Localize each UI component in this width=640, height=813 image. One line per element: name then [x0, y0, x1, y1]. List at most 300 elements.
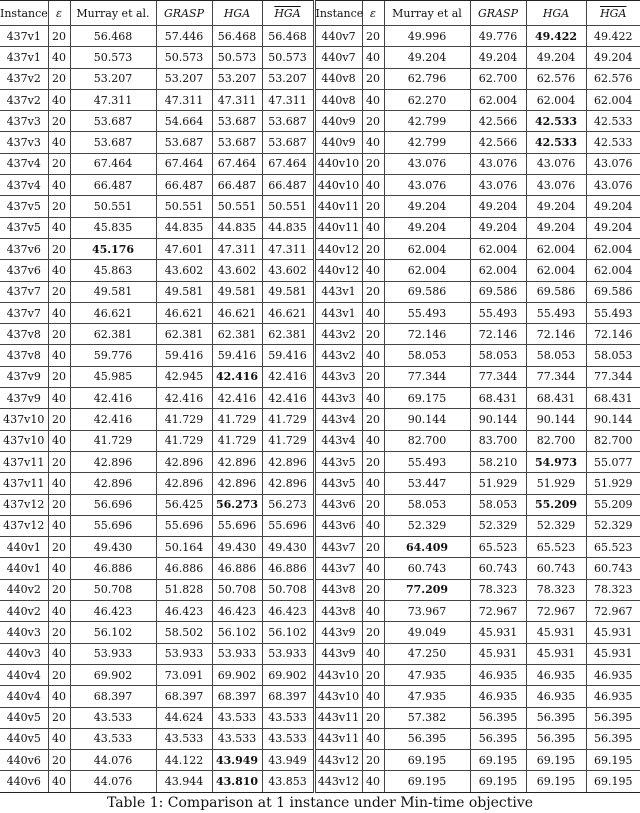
left-cell-grasp: 68.397: [156, 686, 212, 707]
right-cell-murray: 77.209: [384, 579, 470, 600]
left-cell-instance: 437v6: [0, 238, 48, 259]
left-cell-hga-bar: 43.602: [262, 260, 314, 281]
table-row: [0, 664, 640, 685]
right-cell-hga-bar: 62.576: [586, 68, 640, 89]
right-cell-hga-bar: 55.077: [586, 451, 640, 472]
right-cell-epsilon: 40: [362, 217, 384, 238]
right-cell-murray: 62.270: [384, 89, 470, 110]
right-cell-instance: 440v12: [314, 260, 362, 281]
left-cell-epsilon: 20: [48, 579, 70, 600]
left-cell-hga: 53.687: [212, 111, 262, 132]
right-cell-grasp: 62.004: [470, 260, 526, 281]
col-header-epsilon: ε: [48, 1, 70, 26]
left-cell-instance: 437v7: [0, 281, 48, 302]
right-cell-grasp: 45.931: [470, 622, 526, 643]
right-cell-instance: 443v9: [314, 643, 362, 664]
left-cell-grasp: 49.581: [156, 281, 212, 302]
table-row: [0, 771, 640, 792]
right-cell-epsilon: 40: [362, 430, 384, 451]
right-cell-murray: 55.493: [384, 302, 470, 323]
right-cell-epsilon: 40: [362, 175, 384, 196]
left-cell-hga-bar: 47.311: [262, 238, 314, 259]
left-cell-instance: 437v11: [0, 473, 48, 494]
right-cell-murray: 49.204: [384, 47, 470, 68]
left-cell-grasp: 46.423: [156, 601, 212, 622]
right-cell-instance: 440v8: [314, 89, 362, 110]
left-cell-instance: 437v7: [0, 302, 48, 323]
col-header-murray-right: Murray et al: [384, 1, 470, 26]
right-cell-murray: 62.004: [384, 260, 470, 281]
right-cell-murray: 47.935: [384, 686, 470, 707]
left-cell-epsilon: 40: [48, 89, 70, 110]
left-cell-instance: 437v1: [0, 26, 48, 47]
left-cell-instance: 437v10: [0, 430, 48, 451]
left-cell-epsilon: 40: [48, 217, 70, 238]
left-cell-hga-bar: 67.464: [262, 153, 314, 174]
col-header-grasp-right: GRASP: [470, 1, 526, 26]
right-cell-epsilon: 20: [362, 622, 384, 643]
right-cell-hga: 43.076: [526, 153, 586, 174]
right-cell-hga: 65.523: [526, 537, 586, 558]
table-row: [0, 47, 640, 68]
right-cell-grasp: 58.053: [470, 494, 526, 515]
right-cell-instance: 440v10: [314, 153, 362, 174]
right-cell-hga-bar: 45.931: [586, 643, 640, 664]
left-cell-murray: 49.430: [70, 537, 156, 558]
left-cell-hga-bar: 43.853: [262, 771, 314, 792]
left-cell-grasp: 44.624: [156, 707, 212, 728]
left-cell-hga: 50.573: [212, 47, 262, 68]
left-cell-hga: 62.381: [212, 324, 262, 345]
col-header-hga-bar: $\overline{HGA}$: [262, 1, 314, 26]
right-cell-grasp: 69.586: [470, 281, 526, 302]
left-cell-epsilon: 20: [48, 409, 70, 430]
right-cell-hga: 42.533: [526, 132, 586, 153]
left-cell-hga-bar: 49.430: [262, 537, 314, 558]
left-cell-grasp: 62.381: [156, 324, 212, 345]
right-cell-epsilon: 20: [362, 324, 384, 345]
right-cell-grasp: 72.146: [470, 324, 526, 345]
right-cell-hga: 46.935: [526, 686, 586, 707]
right-cell-epsilon: 40: [362, 643, 384, 664]
right-cell-instance: 440v7: [314, 26, 362, 47]
right-cell-murray: 53.447: [384, 473, 470, 494]
right-cell-instance: 440v11: [314, 217, 362, 238]
right-cell-hga-bar: 69.195: [586, 750, 640, 771]
table-row: [0, 750, 640, 771]
left-cell-instance: 440v4: [0, 686, 48, 707]
right-cell-murray: 58.053: [384, 345, 470, 366]
left-cell-hga-bar: 42.896: [262, 451, 314, 472]
left-cell-hga-bar: 43.533: [262, 707, 314, 728]
left-cell-murray: 44.076: [70, 750, 156, 771]
left-cell-grasp: 55.696: [156, 515, 212, 536]
right-cell-hga: 49.204: [526, 47, 586, 68]
table-row: [0, 430, 640, 451]
left-cell-instance: 440v2: [0, 601, 48, 622]
left-cell-hga-bar: 53.687: [262, 132, 314, 153]
right-cell-hga: 55.493: [526, 302, 586, 323]
right-cell-instance: 440v9: [314, 132, 362, 153]
right-cell-murray: 42.799: [384, 132, 470, 153]
right-cell-instance: 443v10: [314, 686, 362, 707]
left-cell-grasp: 59.416: [156, 345, 212, 366]
left-cell-hga-bar: 49.581: [262, 281, 314, 302]
right-cell-hga-bar: 62.004: [586, 238, 640, 259]
right-cell-hga-bar: 42.533: [586, 132, 640, 153]
table-row: [0, 707, 640, 728]
left-cell-epsilon: 40: [48, 558, 70, 579]
right-cell-instance: 443v6: [314, 515, 362, 536]
right-cell-instance: 443v11: [314, 728, 362, 749]
right-cell-hga: 60.743: [526, 558, 586, 579]
right-cell-hga: 62.004: [526, 238, 586, 259]
left-cell-epsilon: 40: [48, 388, 70, 409]
left-cell-grasp: 47.311: [156, 89, 212, 110]
right-cell-instance: 443v11: [314, 707, 362, 728]
left-cell-hga-bar: 41.729: [262, 409, 314, 430]
right-cell-hga: 62.004: [526, 260, 586, 281]
right-cell-epsilon: 20: [362, 707, 384, 728]
left-cell-hga-bar: 55.696: [262, 515, 314, 536]
left-cell-hga: 68.397: [212, 686, 262, 707]
right-cell-instance: 440v7: [314, 47, 362, 68]
left-cell-grasp: 44.122: [156, 750, 212, 771]
left-cell-grasp: 56.425: [156, 494, 212, 515]
right-cell-hga-bar: 46.935: [586, 686, 640, 707]
right-cell-hga: 45.931: [526, 622, 586, 643]
right-cell-hga-bar: 82.700: [586, 430, 640, 451]
left-cell-instance: 440v1: [0, 558, 48, 579]
left-cell-hga-bar: 56.102: [262, 622, 314, 643]
right-cell-grasp: 46.935: [470, 686, 526, 707]
left-cell-murray: 46.886: [70, 558, 156, 579]
left-cell-instance: 437v1: [0, 47, 48, 68]
left-cell-instance: 440v3: [0, 643, 48, 664]
left-cell-hga: 49.430: [212, 537, 262, 558]
left-cell-hga: 43.533: [212, 707, 262, 728]
right-cell-murray: 49.049: [384, 622, 470, 643]
right-cell-grasp: 78.323: [470, 579, 526, 600]
right-cell-hga-bar: 56.395: [586, 728, 640, 749]
left-cell-grasp: 53.207: [156, 68, 212, 89]
left-cell-instance: 437v8: [0, 324, 48, 345]
left-cell-murray: 62.381: [70, 324, 156, 345]
right-cell-epsilon: 40: [362, 473, 384, 494]
left-cell-epsilon: 20: [48, 750, 70, 771]
left-cell-grasp: 43.533: [156, 728, 212, 749]
left-cell-grasp: 42.896: [156, 473, 212, 494]
right-cell-epsilon: 20: [362, 494, 384, 515]
right-cell-instance: 440v10: [314, 175, 362, 196]
left-cell-hga-bar: 56.468: [262, 26, 314, 47]
right-cell-hga: 46.935: [526, 664, 586, 685]
left-cell-hga-bar: 46.621: [262, 302, 314, 323]
left-cell-instance: 440v6: [0, 750, 48, 771]
right-cell-epsilon: 40: [362, 47, 384, 68]
right-cell-hga: 55.209: [526, 494, 586, 515]
left-cell-hga-bar: 42.416: [262, 366, 314, 387]
left-cell-grasp: 66.487: [156, 175, 212, 196]
left-cell-hga: 47.311: [212, 238, 262, 259]
right-cell-hga: 58.053: [526, 345, 586, 366]
left-cell-instance: 437v12: [0, 515, 48, 536]
right-cell-epsilon: 20: [362, 111, 384, 132]
table-body: [0, 26, 640, 793]
left-cell-instance: 437v6: [0, 260, 48, 281]
left-cell-epsilon: 20: [48, 281, 70, 302]
right-cell-hga-bar: 49.204: [586, 196, 640, 217]
right-cell-instance: 443v12: [314, 750, 362, 771]
right-cell-instance: 443v8: [314, 579, 362, 600]
right-cell-murray: 69.195: [384, 771, 470, 792]
left-cell-grasp: 51.828: [156, 579, 212, 600]
right-cell-epsilon: 20: [362, 409, 384, 430]
right-cell-epsilon: 40: [362, 345, 384, 366]
left-cell-epsilon: 40: [48, 473, 70, 494]
left-cell-instance: 440v5: [0, 728, 48, 749]
right-cell-epsilon: 40: [362, 89, 384, 110]
right-cell-murray: 64.409: [384, 537, 470, 558]
left-cell-epsilon: 20: [48, 664, 70, 685]
right-cell-hga-bar: 52.329: [586, 515, 640, 536]
left-cell-hga-bar: 69.902: [262, 664, 314, 685]
left-cell-grasp: 43.602: [156, 260, 212, 281]
left-cell-murray: 56.102: [70, 622, 156, 643]
right-cell-murray: 56.395: [384, 728, 470, 749]
right-cell-hga: 54.973: [526, 451, 586, 472]
right-cell-grasp: 72.967: [470, 601, 526, 622]
table-row: [0, 132, 640, 153]
right-cell-hga: 72.967: [526, 601, 586, 622]
left-cell-hga: 42.896: [212, 451, 262, 472]
right-cell-instance: 443v2: [314, 345, 362, 366]
left-cell-grasp: 44.835: [156, 217, 212, 238]
left-cell-hga-bar: 59.416: [262, 345, 314, 366]
right-cell-grasp: 55.493: [470, 302, 526, 323]
left-cell-instance: 437v5: [0, 217, 48, 238]
left-cell-murray: 41.729: [70, 430, 156, 451]
left-cell-grasp: 41.729: [156, 409, 212, 430]
right-cell-murray: 47.250: [384, 643, 470, 664]
table-row: [0, 473, 640, 494]
right-cell-hga: 72.146: [526, 324, 586, 345]
table-row: [0, 601, 640, 622]
right-cell-hga: 82.700: [526, 430, 586, 451]
right-cell-instance: 443v5: [314, 451, 362, 472]
right-cell-hga-bar: 42.533: [586, 111, 640, 132]
right-cell-murray: 77.344: [384, 366, 470, 387]
left-cell-epsilon: 40: [48, 771, 70, 792]
right-cell-instance: 443v8: [314, 601, 362, 622]
table-row: [0, 175, 640, 196]
left-cell-epsilon: 20: [48, 366, 70, 387]
right-cell-epsilon: 40: [362, 515, 384, 536]
left-cell-hga-bar: 68.397: [262, 686, 314, 707]
left-cell-hga-bar: 46.886: [262, 558, 314, 579]
right-cell-hga: 49.422: [526, 26, 586, 47]
left-cell-hga: 46.886: [212, 558, 262, 579]
right-cell-hga: 62.576: [526, 68, 586, 89]
table-row: [0, 686, 640, 707]
right-cell-hga-bar: 46.935: [586, 664, 640, 685]
left-cell-murray: 53.687: [70, 111, 156, 132]
right-cell-hga-bar: 43.076: [586, 175, 640, 196]
left-cell-epsilon: 40: [48, 643, 70, 664]
left-cell-instance: 440v6: [0, 771, 48, 792]
table-row: [0, 409, 640, 430]
right-cell-grasp: 69.195: [470, 771, 526, 792]
col-header-hga-bar-right: $\overline{HGA}$: [586, 1, 640, 26]
left-cell-hga: 43.602: [212, 260, 262, 281]
right-cell-instance: 443v10: [314, 664, 362, 685]
left-cell-epsilon: 40: [48, 430, 70, 451]
left-cell-murray: 42.896: [70, 451, 156, 472]
right-cell-hga-bar: 62.004: [586, 260, 640, 281]
right-cell-hga-bar: 77.344: [586, 366, 640, 387]
col-header-grasp: GRASP: [156, 1, 212, 26]
left-cell-grasp: 42.945: [156, 366, 212, 387]
table-row: [0, 260, 640, 281]
left-cell-hga: 46.423: [212, 601, 262, 622]
table-row: [0, 558, 640, 579]
right-cell-epsilon: 20: [362, 451, 384, 472]
right-cell-hga: 77.344: [526, 366, 586, 387]
right-cell-hga: 68.431: [526, 388, 586, 409]
left-cell-murray: 42.896: [70, 473, 156, 494]
left-cell-murray: 42.416: [70, 409, 156, 430]
table-row: [0, 728, 640, 749]
right-cell-epsilon: 20: [362, 281, 384, 302]
table-row: [0, 238, 640, 259]
left-cell-epsilon: 20: [48, 324, 70, 345]
left-cell-hga-bar: 42.416: [262, 388, 314, 409]
right-cell-epsilon: 40: [362, 771, 384, 792]
left-cell-murray: 45.176: [70, 238, 156, 259]
table-row: [0, 217, 640, 238]
right-cell-epsilon: 20: [362, 579, 384, 600]
right-cell-hga: 49.204: [526, 217, 586, 238]
left-cell-murray: 43.533: [70, 728, 156, 749]
left-cell-instance: 437v2: [0, 68, 48, 89]
left-cell-murray: 56.468: [70, 26, 156, 47]
right-cell-murray: 62.004: [384, 238, 470, 259]
left-cell-grasp: 42.416: [156, 388, 212, 409]
right-cell-grasp: 58.210: [470, 451, 526, 472]
left-cell-grasp: 54.664: [156, 111, 212, 132]
col-header-epsilon-right: ε: [362, 1, 384, 26]
left-cell-instance: 440v3: [0, 622, 48, 643]
table-row: [0, 26, 640, 47]
right-cell-grasp: 42.566: [470, 111, 526, 132]
right-cell-murray: 69.195: [384, 750, 470, 771]
right-cell-instance: 440v8: [314, 68, 362, 89]
right-cell-grasp: 45.931: [470, 643, 526, 664]
right-cell-hga-bar: 55.493: [586, 302, 640, 323]
left-cell-hga: 41.729: [212, 430, 262, 451]
right-cell-grasp: 69.195: [470, 750, 526, 771]
left-cell-murray: 59.776: [70, 345, 156, 366]
table-row: [0, 111, 640, 132]
right-cell-hga-bar: 68.431: [586, 388, 640, 409]
left-cell-murray: 68.397: [70, 686, 156, 707]
left-cell-murray: 66.487: [70, 175, 156, 196]
right-cell-instance: 443v4: [314, 409, 362, 430]
left-cell-hga-bar: 42.896: [262, 473, 314, 494]
left-cell-hga: 56.102: [212, 622, 262, 643]
left-cell-hga: 59.416: [212, 345, 262, 366]
right-cell-instance: 443v12: [314, 771, 362, 792]
right-cell-hga: 52.329: [526, 515, 586, 536]
right-cell-epsilon: 40: [362, 601, 384, 622]
right-cell-grasp: 62.004: [470, 238, 526, 259]
left-cell-murray: 46.423: [70, 601, 156, 622]
right-cell-hga: 69.195: [526, 750, 586, 771]
right-cell-hga-bar: 58.053: [586, 345, 640, 366]
table-row: [0, 494, 640, 515]
left-cell-murray: 42.416: [70, 388, 156, 409]
left-cell-hga-bar: 66.487: [262, 175, 314, 196]
right-cell-hga: 56.395: [526, 707, 586, 728]
left-cell-murray: 50.573: [70, 47, 156, 68]
left-cell-hga: 53.933: [212, 643, 262, 664]
left-cell-hga: 42.896: [212, 473, 262, 494]
table-row: [0, 345, 640, 366]
right-cell-grasp: 77.344: [470, 366, 526, 387]
right-cell-epsilon: 40: [362, 686, 384, 707]
right-cell-instance: 443v7: [314, 537, 362, 558]
left-cell-hga-bar: 53.687: [262, 111, 314, 132]
left-cell-epsilon: 20: [48, 68, 70, 89]
table-row: [0, 153, 640, 174]
left-cell-epsilon: 20: [48, 451, 70, 472]
left-cell-grasp: 57.446: [156, 26, 212, 47]
left-cell-grasp: 53.687: [156, 132, 212, 153]
left-cell-hga: 46.621: [212, 302, 262, 323]
right-cell-hga-bar: 43.076: [586, 153, 640, 174]
left-cell-hga-bar: 50.708: [262, 579, 314, 600]
left-cell-epsilon: 40: [48, 302, 70, 323]
table-row: [0, 302, 640, 323]
right-cell-grasp: 49.204: [470, 217, 526, 238]
left-cell-hga-bar: 41.729: [262, 430, 314, 451]
left-cell-instance: 437v9: [0, 388, 48, 409]
left-cell-grasp: 43.944: [156, 771, 212, 792]
left-cell-hga: 42.416: [212, 388, 262, 409]
right-cell-hga-bar: 55.209: [586, 494, 640, 515]
right-cell-grasp: 58.053: [470, 345, 526, 366]
left-cell-grasp: 46.886: [156, 558, 212, 579]
right-cell-hga: 45.931: [526, 643, 586, 664]
left-cell-grasp: 47.601: [156, 238, 212, 259]
right-cell-instance: 443v7: [314, 558, 362, 579]
right-cell-instance: 443v3: [314, 366, 362, 387]
left-cell-grasp: 50.164: [156, 537, 212, 558]
right-cell-epsilon: 20: [362, 664, 384, 685]
right-cell-hga: 51.929: [526, 473, 586, 494]
right-cell-grasp: 46.935: [470, 664, 526, 685]
right-cell-murray: 49.204: [384, 217, 470, 238]
right-cell-hga-bar: 72.967: [586, 601, 640, 622]
left-cell-murray: 53.933: [70, 643, 156, 664]
left-cell-hga: 42.416: [212, 366, 262, 387]
left-cell-hga: 67.464: [212, 153, 262, 174]
right-cell-hga-bar: 60.743: [586, 558, 640, 579]
left-cell-epsilon: 40: [48, 601, 70, 622]
left-cell-murray: 50.551: [70, 196, 156, 217]
right-cell-murray: 49.204: [384, 196, 470, 217]
right-cell-grasp: 52.329: [470, 515, 526, 536]
